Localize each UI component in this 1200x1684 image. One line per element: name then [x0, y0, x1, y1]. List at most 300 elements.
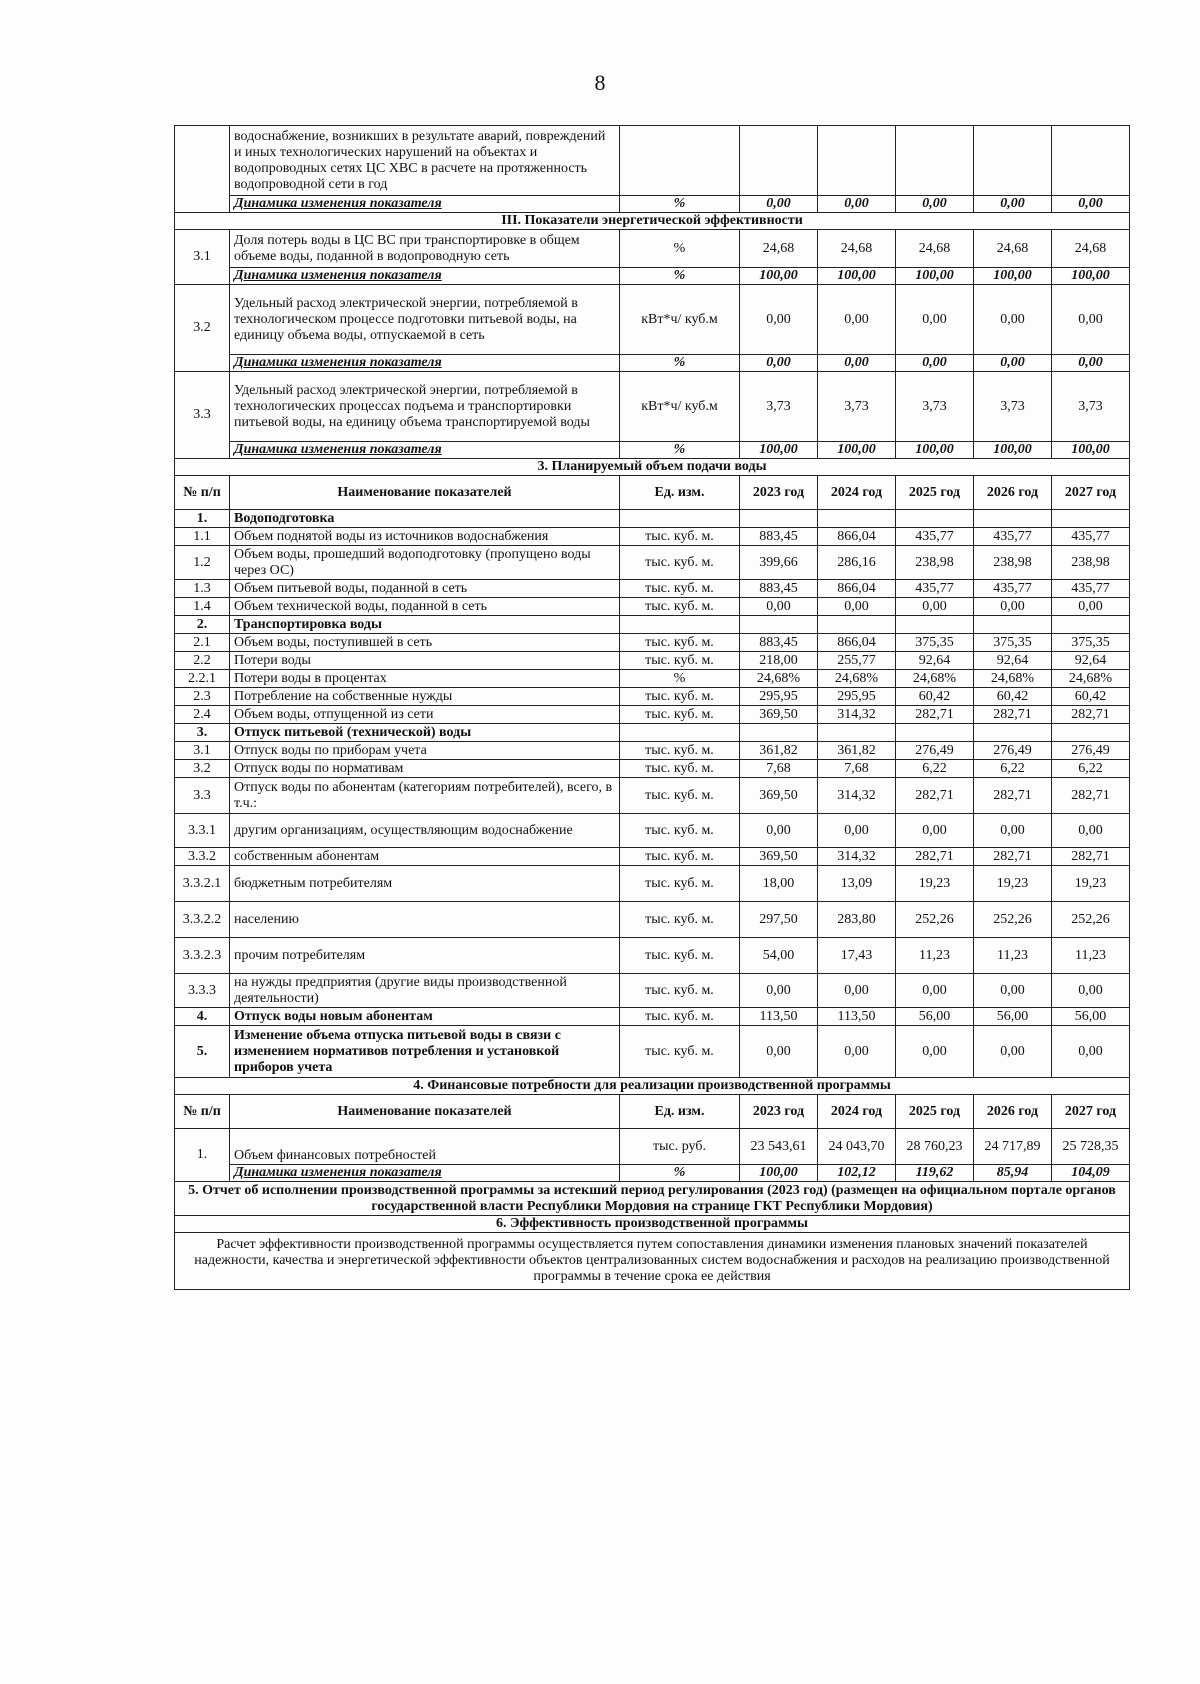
volume-row [175, 760, 1130, 778]
volume-row [175, 652, 1130, 670]
value-cell: 883,45 [740, 528, 818, 546]
value-cell: 0,00 [974, 1026, 1052, 1078]
volume-row [175, 938, 1130, 974]
dynamics-label: Динамика изменения показателя [230, 355, 620, 372]
indicator-name: Отпуск воды по абонентам (категориям потребителей), всего, в т.ч.: [230, 778, 620, 814]
value-cell: 0,00 [896, 285, 974, 355]
value-cell [896, 510, 974, 528]
dynamics-row [175, 196, 1130, 213]
value-cell: 0,00 [818, 974, 896, 1008]
value-cell: 100,00 [1052, 442, 1130, 459]
header-year: 2025 год [896, 1095, 974, 1129]
value-cell: 282,71 [974, 848, 1052, 866]
value-cell: 0,00 [740, 285, 818, 355]
value-cell: 0,00 [896, 1026, 974, 1078]
value-cell: 282,71 [1052, 778, 1130, 814]
value-cell: 0,00 [740, 1026, 818, 1078]
value-cell: 56,00 [896, 1008, 974, 1026]
value-cell: 0,00 [896, 196, 974, 213]
dynamics-label: Динамика изменения показателя [230, 268, 620, 285]
section-title-row [175, 1078, 1130, 1095]
no-cell: 3.3.1 [175, 814, 230, 848]
value-cell [818, 724, 896, 742]
unit-cell: тыс. куб. м. [620, 1026, 740, 1078]
unit-cell: % [620, 355, 740, 372]
no-cell: 2.1 [175, 634, 230, 652]
value-cell: 282,71 [1052, 848, 1130, 866]
value-cell: 252,26 [1052, 902, 1130, 938]
efficiency-text-row [175, 1233, 1130, 1290]
no-cell: 5. [175, 1026, 230, 1078]
unit-cell: % [620, 196, 740, 213]
group-name: Транспортировка воды [230, 616, 620, 634]
value-cell [974, 724, 1052, 742]
section-title: III. Показатели энергетической эффективности [175, 213, 1130, 230]
indicator-name: Отпуск воды по приборам учета [230, 742, 620, 760]
value-cell: 60,42 [896, 688, 974, 706]
unit-cell: кВт*ч/ куб.м [620, 285, 740, 355]
value-cell: 3,73 [740, 372, 818, 442]
unit-cell: тыс. куб. м. [620, 688, 740, 706]
value-cell: 0,00 [974, 598, 1052, 616]
volume-row [175, 688, 1130, 706]
program-table [174, 125, 1130, 1290]
dynamics-row [175, 1165, 1130, 1182]
value-cell: 252,26 [896, 902, 974, 938]
value-cell: 100,00 [974, 268, 1052, 285]
value-cell: 0,00 [896, 355, 974, 372]
unit-cell: тыс. куб. м. [620, 848, 740, 866]
value-cell: 283,80 [818, 902, 896, 938]
value-cell: 435,77 [896, 528, 974, 546]
value-cell: 282,71 [896, 848, 974, 866]
value-cell: 3,73 [974, 372, 1052, 442]
value-cell: 102,12 [818, 1165, 896, 1182]
value-cell: 375,35 [896, 634, 974, 652]
unit-cell: % [620, 442, 740, 459]
unit-cell: % [620, 230, 740, 268]
unit-cell [620, 510, 740, 528]
indicator-name: Объем воды, прошедший водоподготовку (пропущено воды через ОС) [230, 546, 620, 580]
value-cell: 11,23 [1052, 938, 1130, 974]
section-title: 4. Финансовые потребности для реализации производственной программы [175, 1078, 1130, 1095]
value-cell: 92,64 [974, 652, 1052, 670]
unit-cell: тыс. куб. м. [620, 1008, 740, 1026]
value-cell: 399,66 [740, 546, 818, 580]
value-cell: 24,68 [896, 230, 974, 268]
value-cell: 100,00 [974, 442, 1052, 459]
value-cell: 28 760,23 [896, 1129, 974, 1165]
value-cell: 369,50 [740, 706, 818, 724]
value-cell: 238,98 [974, 546, 1052, 580]
value-cell: 6,22 [1052, 760, 1130, 778]
value-cell: 435,77 [1052, 528, 1130, 546]
no-cell: 1.3 [175, 580, 230, 598]
value-cell: 252,26 [974, 902, 1052, 938]
header-year: 2024 год [818, 476, 896, 510]
value-cell: 0,00 [740, 355, 818, 372]
value-cell: 100,00 [740, 1165, 818, 1182]
value-cell: 0,00 [974, 814, 1052, 848]
volume-row [175, 580, 1130, 598]
no-cell: 2.4 [175, 706, 230, 724]
value-cell: 18,00 [740, 866, 818, 902]
no-cell: 3. [175, 724, 230, 742]
unit-cell: тыс. куб. м. [620, 866, 740, 902]
no-cell: 1. [175, 510, 230, 528]
value-cell: 276,49 [896, 742, 974, 760]
value-cell: 100,00 [740, 268, 818, 285]
unit-cell: тыс. куб. м. [620, 742, 740, 760]
value-cell: 435,77 [974, 528, 1052, 546]
header-year: 2023 год [740, 476, 818, 510]
value-cell: 0,00 [896, 598, 974, 616]
header-name: Наименование показателей [230, 476, 620, 510]
indicator-name: бюджетным потребителям [230, 866, 620, 902]
value-cell: 0,00 [818, 196, 896, 213]
header-year: 2024 год [818, 1095, 896, 1129]
section-title-row [175, 1216, 1130, 1233]
indicator-name: Объем воды, отпущенной из сети [230, 706, 620, 724]
value-cell: 435,77 [896, 580, 974, 598]
value-cell [896, 126, 974, 196]
value-cell: 276,49 [1052, 742, 1130, 760]
volume-row [175, 1008, 1130, 1026]
value-cell: 56,00 [1052, 1008, 1130, 1026]
value-cell: 0,00 [1052, 196, 1130, 213]
value-cell: 866,04 [818, 528, 896, 546]
unit-cell: тыс. куб. м. [620, 528, 740, 546]
no-cell: 3.3 [175, 372, 230, 459]
value-cell: 282,71 [896, 778, 974, 814]
value-cell: 100,00 [896, 268, 974, 285]
value-cell: 19,23 [896, 866, 974, 902]
value-cell [1052, 510, 1130, 528]
section-title-row [175, 459, 1130, 476]
value-cell: 92,64 [896, 652, 974, 670]
header-row [175, 1095, 1130, 1129]
indicator-name: Отпуск воды новым абонентам [230, 1008, 620, 1026]
unit-cell: тыс. куб. м. [620, 580, 740, 598]
value-cell: 60,42 [974, 688, 1052, 706]
value-cell: 19,23 [974, 866, 1052, 902]
indicator-name: прочим потребителям [230, 938, 620, 974]
value-cell: 100,00 [818, 442, 896, 459]
value-cell: 0,00 [974, 974, 1052, 1008]
indicator-row [175, 285, 1130, 355]
indicator-name: Изменение объема отпуска питьевой воды в связи с изменением нормативов потребления и установкой приборов учета [230, 1026, 620, 1078]
value-cell: 286,16 [818, 546, 896, 580]
value-cell: 56,00 [974, 1008, 1052, 1026]
value-cell: 375,35 [1052, 634, 1130, 652]
value-cell [1052, 616, 1130, 634]
dynamics-row [175, 268, 1130, 285]
value-cell: 23 543,61 [740, 1129, 818, 1165]
unit-cell: тыс. куб. м. [620, 938, 740, 974]
value-cell: 0,00 [896, 974, 974, 1008]
value-cell: 6,22 [896, 760, 974, 778]
unit-cell: % [620, 268, 740, 285]
value-cell: 7,68 [740, 760, 818, 778]
group-row [175, 616, 1130, 634]
no-cell: 2. [175, 616, 230, 634]
value-cell: 0,00 [1052, 285, 1130, 355]
indicator-name: Удельный расход электрической энергии, потребляемой в технологических процессах подъема и транспортировки питьевой воды, на единицу объема транспортируемой воды [230, 372, 620, 442]
volume-row [175, 866, 1130, 902]
no-cell: 2.2.1 [175, 670, 230, 688]
indicator-name: Объем технической воды, поданной в сеть [230, 598, 620, 616]
unit-cell: тыс. куб. м. [620, 598, 740, 616]
value-cell: 369,50 [740, 778, 818, 814]
header-unit: Ед. изм. [620, 1095, 740, 1129]
unit-cell: тыс. куб. м. [620, 778, 740, 814]
value-cell: 435,77 [974, 580, 1052, 598]
value-cell [1052, 724, 1130, 742]
unit-cell: тыс. куб. м. [620, 814, 740, 848]
dynamics-row [175, 442, 1130, 459]
value-cell: 314,32 [818, 706, 896, 724]
value-cell [818, 126, 896, 196]
value-cell: 282,71 [974, 778, 1052, 814]
no-cell: 3.3.2.2 [175, 902, 230, 938]
volume-row [175, 528, 1130, 546]
group-name: Водоподготовка [230, 510, 620, 528]
volume-row [175, 598, 1130, 616]
indicator-name: Удельный расход электрической энергии, потребляемой в технологическом процессе подготовки питьевой воды, на единицу объема воды, отпускаемой в сеть [230, 285, 620, 355]
value-cell: 3,73 [818, 372, 896, 442]
value-cell: 100,00 [818, 268, 896, 285]
value-cell: 883,45 [740, 634, 818, 652]
value-cell [818, 616, 896, 634]
value-cell: 0,00 [740, 196, 818, 213]
unit-cell: тыс. руб. [620, 1129, 740, 1165]
header-year: 2026 год [974, 476, 1052, 510]
indicator-name: собственным абонентам [230, 848, 620, 866]
value-cell: 119,62 [896, 1165, 974, 1182]
no-cell: 3.2 [175, 285, 230, 372]
unit-cell: тыс. куб. м. [620, 634, 740, 652]
value-cell: 19,23 [1052, 866, 1130, 902]
value-cell: 276,49 [974, 742, 1052, 760]
value-cell: 282,71 [1052, 706, 1130, 724]
header-year: 2023 год [740, 1095, 818, 1129]
unit-cell: тыс. куб. м. [620, 902, 740, 938]
value-cell: 11,23 [896, 938, 974, 974]
value-cell: 24,68% [896, 670, 974, 688]
unit-cell: кВт*ч/ куб.м [620, 372, 740, 442]
no-cell: 3.1 [175, 230, 230, 285]
value-cell: 60,42 [1052, 688, 1130, 706]
unit-cell: % [620, 670, 740, 688]
value-cell: 0,00 [1052, 355, 1130, 372]
value-cell: 24,68 [740, 230, 818, 268]
value-cell: 0,00 [818, 1026, 896, 1078]
no-cell: 3.1 [175, 742, 230, 760]
indicator-row [175, 230, 1130, 268]
dynamics-label: Динамика изменения показателя [230, 1165, 620, 1182]
value-cell: 6,22 [974, 760, 1052, 778]
unit-cell: тыс. куб. м. [620, 706, 740, 724]
no-cell: 1.4 [175, 598, 230, 616]
value-cell: 24,68 [1052, 230, 1130, 268]
volume-row [175, 546, 1130, 580]
page-number: 8 [594, 70, 606, 95]
value-cell: 24,68% [740, 670, 818, 688]
finance-row [175, 1129, 1130, 1165]
section-title: 3. Планируемый объем подачи воды [175, 459, 1130, 476]
continuation-row [175, 126, 1130, 196]
value-cell: 282,71 [896, 706, 974, 724]
value-cell [974, 510, 1052, 528]
value-cell [1052, 126, 1130, 196]
volume-row [175, 634, 1130, 652]
header-unit: Ед. изм. [620, 476, 740, 510]
unit-cell [620, 724, 740, 742]
value-cell: 0,00 [818, 355, 896, 372]
value-cell: 92,64 [1052, 652, 1130, 670]
value-cell: 0,00 [740, 598, 818, 616]
value-cell [896, 724, 974, 742]
unit-cell [620, 126, 740, 196]
section-title: 6. Эффективность производственной программы [175, 1216, 1130, 1233]
value-cell: 7,68 [818, 760, 896, 778]
value-cell: 435,77 [1052, 580, 1130, 598]
value-cell [740, 724, 818, 742]
value-cell: 24,68% [818, 670, 896, 688]
value-cell: 0,00 [974, 355, 1052, 372]
value-cell [818, 510, 896, 528]
value-cell: 0,00 [1052, 814, 1130, 848]
report-row [175, 1182, 1130, 1216]
header-no: № п/п [175, 476, 230, 510]
value-cell: 238,98 [1052, 546, 1130, 580]
indicator-name: Потери воды в процентах [230, 670, 620, 688]
unit-cell [620, 616, 740, 634]
value-cell: 369,50 [740, 848, 818, 866]
value-cell: 295,95 [818, 688, 896, 706]
value-cell: 3,73 [1052, 372, 1130, 442]
unit-cell: тыс. куб. м. [620, 760, 740, 778]
no-cell: 1.2 [175, 546, 230, 580]
value-cell: 0,00 [818, 285, 896, 355]
indicator-row [175, 372, 1130, 442]
indicator-name: водоснабжение, возникших в результате аварий, повреждений и иных технологических нарушений на объектах и водопроводных сетях ЦС ХВС в расчете на протяженность водопроводной сети в год [230, 126, 620, 196]
header-row [175, 476, 1130, 510]
value-cell: 361,82 [740, 742, 818, 760]
indicator-name: на нужды предприятия (другие виды производственной деятельности) [230, 974, 620, 1008]
value-cell [740, 616, 818, 634]
value-cell: 100,00 [896, 442, 974, 459]
no-cell: 2.3 [175, 688, 230, 706]
no-cell: 3.2 [175, 760, 230, 778]
value-cell: 11,23 [974, 938, 1052, 974]
indicator-name: Объем питьевой воды, поданной в сеть [230, 580, 620, 598]
value-cell: 24 043,70 [818, 1129, 896, 1165]
value-cell: 54,00 [740, 938, 818, 974]
value-cell: 0,00 [740, 974, 818, 1008]
value-cell: 0,00 [896, 814, 974, 848]
group-row [175, 724, 1130, 742]
value-cell: 314,32 [818, 778, 896, 814]
value-cell: 255,77 [818, 652, 896, 670]
value-cell [896, 616, 974, 634]
value-cell: 13,09 [818, 866, 896, 902]
value-cell: 24,68% [974, 670, 1052, 688]
volume-row [175, 706, 1130, 724]
unit-cell: тыс. куб. м. [620, 974, 740, 1008]
value-cell: 883,45 [740, 580, 818, 598]
dynamics-label: Динамика изменения показателя [230, 196, 620, 213]
header-year: 2025 год [896, 476, 974, 510]
value-cell: 0,00 [818, 598, 896, 616]
volume-row [175, 902, 1130, 938]
dynamics-label: Динамика изменения показателя [230, 442, 620, 459]
no-cell: 3.3.2.3 [175, 938, 230, 974]
value-cell: 3,73 [896, 372, 974, 442]
indicator-name: Доля потерь воды в ЦС ВС при транспортировке в общем объеме воды, поданной в водопроводную сеть [230, 230, 620, 268]
value-cell: 24,68 [818, 230, 896, 268]
value-cell: 361,82 [818, 742, 896, 760]
header-no: № п/п [175, 1095, 230, 1129]
value-cell: 25 728,35 [1052, 1129, 1130, 1165]
group-row [175, 510, 1130, 528]
indicator-name: Потери воды [230, 652, 620, 670]
indicator-name: Отпуск воды по нормативам [230, 760, 620, 778]
dynamics-row [175, 355, 1130, 372]
volume-row [175, 974, 1130, 1008]
value-cell: 238,98 [896, 546, 974, 580]
unit-cell: % [620, 1165, 740, 1182]
value-cell: 0,00 [974, 285, 1052, 355]
efficiency-text: Расчет эффективности производственной программы осуществляется путем сопоставления динамики изменения плановых значений показателей надежности, качества и энергетической эффективности объектов централизованных систем водоснабжения и расходов на реализацию производственной программы в течение срока ее действия [175, 1233, 1130, 1290]
unit-cell: тыс. куб. м. [620, 652, 740, 670]
no-cell: 1. [175, 1129, 230, 1182]
volume-row [175, 670, 1130, 688]
indicator-name: другим организациям, осуществляющим водоснабжение [230, 814, 620, 848]
header-year: 2027 год [1052, 476, 1130, 510]
value-cell: 0,00 [1052, 974, 1130, 1008]
value-cell: 0,00 [1052, 598, 1130, 616]
value-cell: 295,95 [740, 688, 818, 706]
header-name: Наименование показателей [230, 1095, 620, 1129]
no-cell: 3.3.3 [175, 974, 230, 1008]
value-cell: 0,00 [974, 196, 1052, 213]
value-cell: 100,00 [1052, 268, 1130, 285]
no-cell: 2.2 [175, 652, 230, 670]
unit-cell: тыс. куб. м. [620, 546, 740, 580]
value-cell: 113,50 [818, 1008, 896, 1026]
value-cell: 24,68 [974, 230, 1052, 268]
value-cell: 866,04 [818, 580, 896, 598]
section-title-row [175, 213, 1130, 230]
value-cell: 0,00 [1052, 1026, 1130, 1078]
header-year: 2026 год [974, 1095, 1052, 1129]
volume-row [175, 742, 1130, 760]
value-cell: 866,04 [818, 634, 896, 652]
no-cell [175, 126, 230, 213]
no-cell: 3.3.2 [175, 848, 230, 866]
indicator-name: населению [230, 902, 620, 938]
group-name: Отпуск питьевой (технической) воды [230, 724, 620, 742]
no-cell: 3.3.2.1 [175, 866, 230, 902]
value-cell [740, 510, 818, 528]
value-cell: 24 717,89 [974, 1129, 1052, 1165]
indicator-name: Объем воды, поступившей в сеть [230, 634, 620, 652]
value-cell: 113,50 [740, 1008, 818, 1026]
volume-row [175, 814, 1130, 848]
no-cell: 1.1 [175, 528, 230, 546]
value-cell: 0,00 [818, 814, 896, 848]
